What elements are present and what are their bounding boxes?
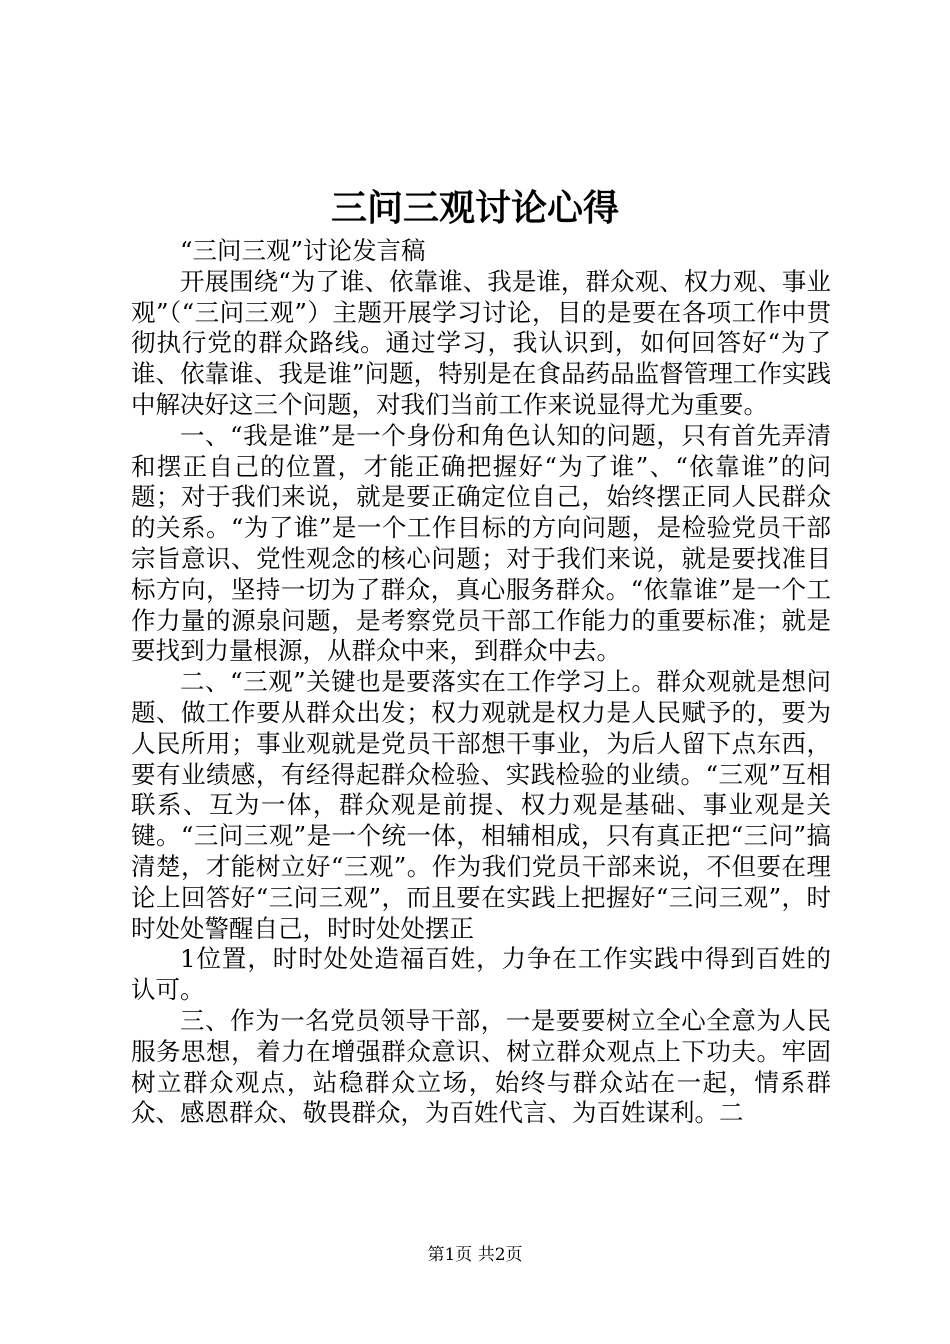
paragraph-subtitle: “三问三观”讨论发言稿 <box>180 236 426 265</box>
paragraph-intro: 开展围绕“为了谁、依靠谁、我是谁，群众观、权力观、事业观”（“三问三观”）主题开展学习讨论，目的是要在各项工作中贯彻执行党的群众路线。通过学习，我认识到，如何回答好“为了谁、依靠谁、我是谁”问题，特别是在食品药品监督管理工作实践中解决好这三个问题，对我们当前工作来说显得尤为重要。 <box>131 266 831 419</box>
document-body <box>131 236 831 1129</box>
document-title: 三问三观讨论心得 <box>330 187 619 229</box>
paragraph-section-one: 一、“我是谁”是一个身份和角色认知的问题，只有首先弄清和摆正自己的位置，才能正确把握好“为了谁”、“依靠谁”的问题；对于我们来说，就是要正确定位自己，始终摆正同人民群众的关系。“为了谁”是一个工作目标的方向问题，是检验党员干部宗旨意识、党性观念的核心问题；对于我们来说，就是要找准目标方向，坚持一切为了群众，真心服务群众。“依靠谁”是一个工作力量的源泉问题，是考察党员干部工作能力的重要标准；就是要找到力量根源，从群众中来，到群众中去。 <box>131 420 831 666</box>
paragraph-continuation: 1位置，时时处处造福百姓，力争在工作实践中得到百姓的认可。 <box>131 944 831 1005</box>
paragraph-section-three: 三、作为一名党员领导干部，一是要要树立全心全意为人民服务思想，着力在增强群众意识、树立群众观点上下功夫。牢固树立群众观点，站稳群众立场，始终与群众站在一起，情系群众、感恩群众、敬畏群众，为百姓代言、为百姓谋利。二 <box>131 1005 831 1128</box>
page-number-footer: 第1页 共2页 <box>427 1245 523 1265</box>
paragraph-section-two: 二、“三观”关键也是要落实在工作学习上。群众观就是想问题、做工作要从群众出发；权力观就是权力是人民赋予的，要为人民所用；事业观就是党员干部想干事业，为后人留下点东西，要有业绩感，有经得起群众检验、实践检验的业绩。“三观”互相联系、互为一体，群众观是前提、权力观是基础、事业观是关键。“三问三观”是一个统一体，相辅相成，只有真正把“三问”搞清楚，才能树立好“三观”。作为我们党员干部来说，不但要在理论上回答好“三问三观”，而且要在实践上把握好“三问三观”，时时处处警醒自己，时时处处摆正 <box>131 667 831 943</box>
